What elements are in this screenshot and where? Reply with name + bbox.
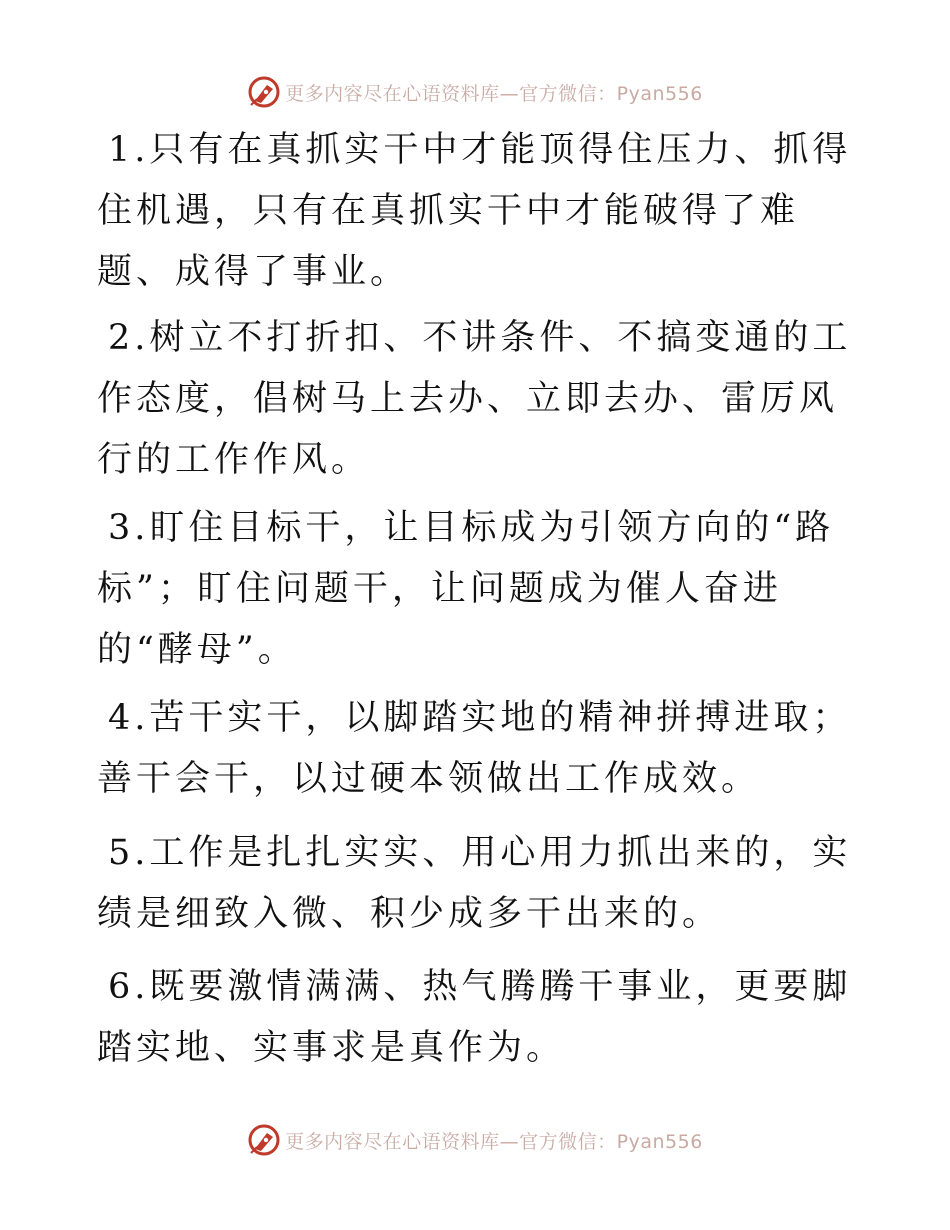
footer-banner [0, 1120, 950, 1160]
header-banner [0, 72, 950, 112]
paragraph-1: 1.只有在真抓实干中才能顶得住压力、抓得住机遇，只有在真抓实干中才能破得了难题、成得了事业。 [97, 130, 852, 292]
paragraph-5: 5.工作是扎扎实实、用心用力抓出来的，实绩是细致入微、积少成多干出来的。 [97, 833, 852, 934]
paragraph-2: 2.树立不打折扣、不讲条件、不搞变通的工作态度，倡树马上去办、立即去办、雷厉风行的工作作风。 [97, 318, 852, 480]
paragraph-4: 4.苦干实干，以脚踏实地的精神拼搏进取；善干会干，以过硬本领做出工作成效。 [97, 698, 852, 799]
paragraph-3: 3.盯住目标干，让目标成为引领方向的“路标”；盯住问题干，让问题成为催人奋进的“酵母”。 [97, 508, 835, 670]
header-banner-text: 更多内容尽在心语资料库—官方微信：Pyan556 [285, 82, 703, 105]
pen-nib-logo-icon [247, 75, 281, 109]
footer-banner-text: 更多内容尽在心语资料库—官方微信：Pyan556 [285, 1130, 703, 1153]
pen-nib-logo-icon [247, 1123, 281, 1157]
paragraph-6: 6.既要激情满满、热气腾腾干事业，更要脚踏实地、实事求是真作为。 [97, 967, 852, 1068]
